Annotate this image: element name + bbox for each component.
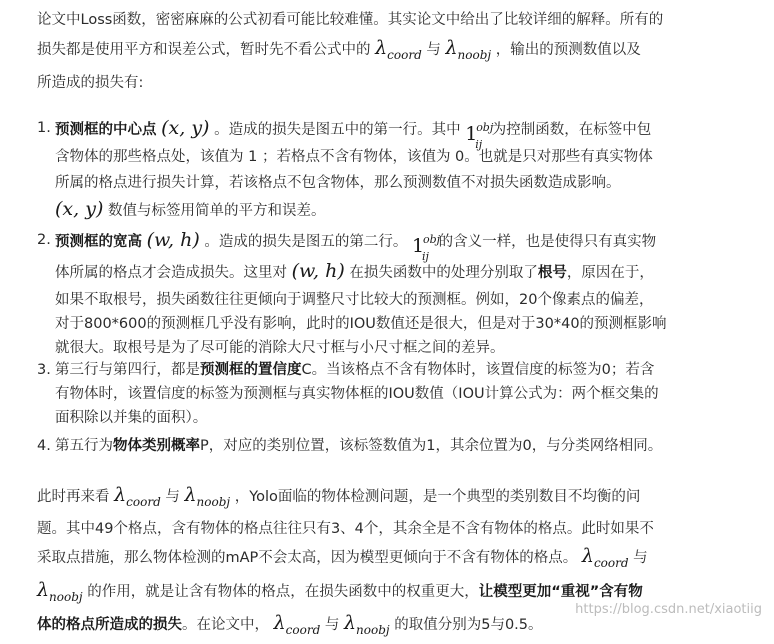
wh-formula: (w, h) bbox=[291, 260, 345, 282]
list-item: 1. 预测框的中心点 (x, y) 。造成的损失是图五中的第一行。其中 1 obj ij 为控制函数，在标签中包 含物体的那些格点处，该值为 1 ；若格点不含有物体，该值为 0。也就是只对那些有真实物体 所属的格点进行损失计算，若该格点不包含物体，那么预测数值不对损失函数造成影响。 (x, y) 数值与标签用简单的平方和误差。 bbox=[37, 114, 737, 224]
intro-line-2: 损失都是使用平方和误差公式，暂时先不看公式中的 $\lambda_{coord}$ 与 $\lambda_{noobj}$ ，输出的预测数值以及 bbox=[37, 37, 641, 62]
intro-paragraph bbox=[37, 6, 757, 97]
lambda-noobj-formula: $\lambda_{noobj}$ bbox=[184, 484, 231, 509]
list-number: 2. bbox=[37, 232, 51, 248]
lambda-coord-formula: $\lambda_{coord}$ bbox=[114, 484, 161, 509]
intro-line-3: 所造成的损失有: bbox=[37, 74, 144, 91]
xy-formula: (x, y) bbox=[55, 198, 104, 220]
bold-term: 预测框的置信度 bbox=[200, 362, 302, 378]
lambda-coord-formula: $\lambda_{coord}$ bbox=[273, 612, 321, 638]
bold-term: 预测框的宽高 bbox=[55, 234, 142, 250]
wh-formula: (w, h) bbox=[146, 229, 200, 251]
indicator-formula: 1 obj ij bbox=[465, 121, 494, 151]
lambda-noobj-formula: $\lambda_{noobj}$ bbox=[37, 578, 83, 604]
list-number: 1. bbox=[37, 120, 51, 136]
bold-term: 根号 bbox=[537, 265, 567, 281]
bold-term: 预测框的中心点 bbox=[55, 122, 157, 138]
outro-paragraph: 此时再来看 $\lambda_{coord}$ 与 $\lambda_{noobj}$ ，Yolo面临的物体检测问题，是一个典型的类别数目不均衡的问 题。其中49个格点，含有物体的格点往往只有3、4个，其余全是不含有物体的格点。此时如果不 采取点措施，那么物体检测的mAP不会太高，因为模型更倾向于不含有物体的格点。 $\lambda_{coord}$ 与 $\lambda_{noobj}$ 的作用，就是让含有物体的格点，在损失函数中的权重更大，让模型更加“重视”含有物 体的格点所造成的损失。在论文中， $\lambda_{coord}$ 与 $\lambda_{noobj}$ 的取值分别为5与0.5。 bbox=[37, 484, 654, 638]
bold-term: 让模型更加“重视”含有物 bbox=[478, 583, 643, 600]
indicator-formula: 1 obj ij bbox=[411, 233, 441, 263]
lambda-coord-formula: $\lambda_{coord}$ bbox=[581, 544, 629, 570]
list-number: 3. bbox=[37, 362, 51, 378]
intro-line-1: 论文中Loss函数，密密麻麻的公式初看可能比较难懂。其实论文中给出了比较详细的解释。所有的 bbox=[37, 12, 664, 28]
watermark: https://blog.csdn.net/xiaotiig bbox=[575, 602, 762, 617]
lambda-noobj-formula: $\lambda_{noobj}$ bbox=[343, 612, 390, 638]
xy-formula: (x, y) bbox=[161, 117, 210, 139]
lambda-noobj-formula: $\lambda_{noobj}$ bbox=[445, 37, 492, 62]
bold-term: 体的格点所造成的损失 bbox=[37, 617, 182, 634]
lambda-coord-formula: $\lambda_{coord}$ bbox=[375, 37, 422, 62]
bold-term: 物体类别概率 bbox=[113, 438, 200, 454]
list-item: 4. 第五行为物体类别概率P，对应的类别位置，该标签数值为1，其余位置为0，与分类网络相同。 bbox=[37, 434, 737, 458]
list-number: 4. bbox=[37, 438, 51, 454]
list-item: 2. 预测框的宽高 (w, h) 。造成的损失是图五的第二行。 1 obj ij 的含义一样，也是使得只有真实物 体所属的格点才会造成损失。这里对 (w, h) 在损失函数中的处理分别取了根号，原因在于， 如果不取根号，损失函数往往更倾向于调整尺寸比较大的预测框。例如，20个像素点的偏差， 对于800*600的预测框几乎没有影响，此时的IOU数值还是很大，但是对于30*40的预测框影响 就很大。取根号是为了尽可能的消除大尺寸框与小尺寸框之间的差异。 bbox=[37, 226, 737, 360]
list-item: 3. 第三行与第四行，都是预测框的置信度C。当该格点不含有物体时，该置信度的标签为0；若含 有物体时，该置信度的标签为预测框与真实物体框的IOU数值（IOU计算公式为：两个框交集的 面积除以并集的面积）。 bbox=[37, 358, 737, 430]
